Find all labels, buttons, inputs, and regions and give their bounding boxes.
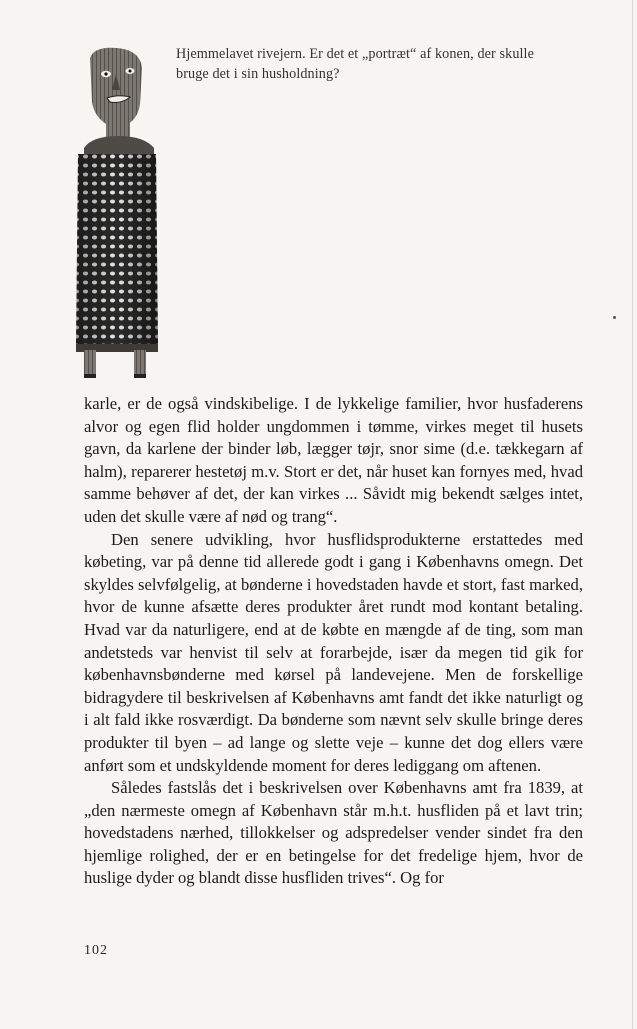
paper-speck (613, 316, 616, 319)
caption-line-2: bruge det i sin husholdning? (176, 66, 340, 82)
paragraph-2: Den senere udvikling, hvor husflidsprodukterne erstattedes med købeting, var på denne tid allerede godt i gang i Københavns omegn. Det skyldes selvfølgelig, at bønderne i hovedstaden havde et stort, fast marked, hvor de kunne afsætte deres produkter året rundt mod kontant betaling. Hvad var da naturligere, end at de købte en mængde af de ting, som man andetsteds var henvist til selv at forarbejde, især da megen tid gik for københavnsbønderne med kørsel på landevejene. Men de forskellige bidragydere til beskrivelsen af Københavns amt fandt det ikke naturligt og i alt fald ikke rosværdigt. Da bønderne som nævnt selv skulle bringe deres produkter til byen – ad lange og slette veje – kunne det dog ellers være anført som et undskyldende moment for deres lediggang om aftenen. (84, 529, 583, 775)
body-text (84, 393, 583, 890)
caption-line-1: Hjemmelavet rivejern. Er det et „portræt“ af konen, der skulle (176, 46, 534, 62)
figure-caption (176, 44, 586, 84)
grater-figure-svg (72, 44, 167, 384)
page-number: 102 (84, 943, 108, 958)
page-edge (632, 0, 633, 1029)
grater-figure-icon (72, 44, 167, 384)
paragraph-3: Således fastslås det i beskrivelsen over Københavns amt fra 1839, at „den nærmeste omegn af København står m.h.t. husfliden på et lavt trin; hovedstadens nærhed, tillokkelser og adspredelser vender sindet fra den hjemlige rolighed, der er en betingelse for det fredelige hjem, hvor de huslige dyder og blandt disse husfliden trives“. Og for (84, 778, 583, 888)
paragraph-1: karle, er de også vindskibelige. I de lykkelige familier, hvor husfaderens alvor og egen flid holder ungdommen i tømme, virkes meget til husets gavn, da karlene der binder løb, lægger tøjr, snor sime (d.e. tækkegarn af halm), reparerer hestetøj m.v. Stort er det, når huset kan fornyes med, hvad samme behøver af det, der kan virkes ... Såvidt mig bekendt sælges intet, uden det skulle være af nød og trang“. (84, 394, 583, 526)
